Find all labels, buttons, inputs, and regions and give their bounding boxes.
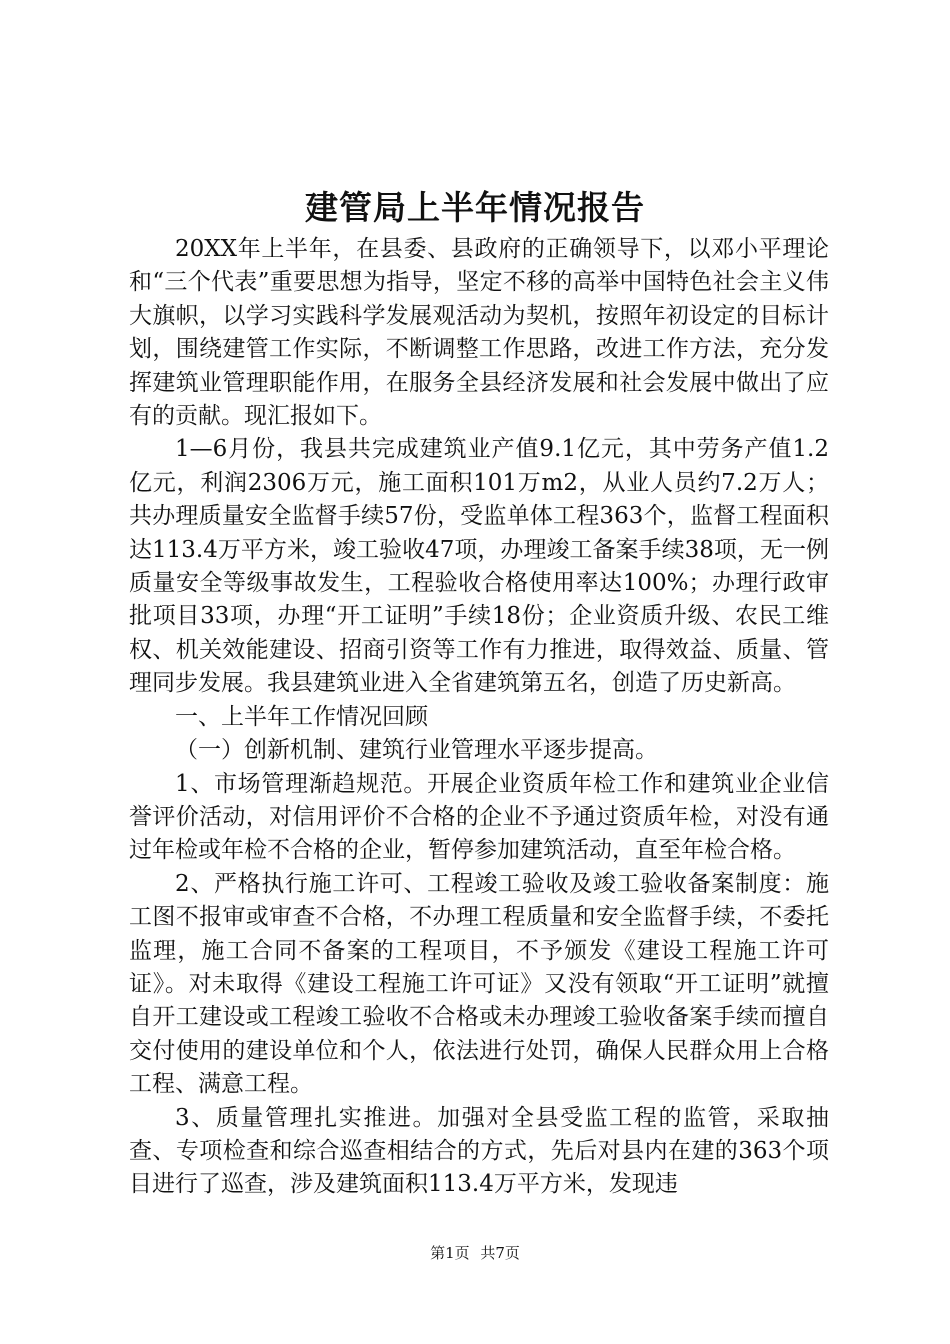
paragraph-intro: 20XX年上半年，在县委、县政府的正确领导下，以邓小平理论和“三个代表”重要思想为指导，坚定不移的高举中国特色社会主义伟大旗帜，以学习实践科学发展观活动为契机，按照年初设定的目标计划，围绕建管工作实际，不断调整工作思路，改进工作方法，充分发挥建筑业管理职能作用，在服务全县经济发展和社会发展中做出了应有的贡献。现汇报如下。	[129, 236, 829, 430]
paragraph-quality-management: 3、质量管理扎实推进。加强对全县受监工程的监管，采取抽查、专项检查和综合巡查相结合的方式，先后对县内在建的363个项目进行了巡查，涉及建筑面积113.4万平方米，发现违	[129, 1104, 829, 1198]
paragraph-market-management: 1、市场管理渐趋规范。开展企业资质年检工作和建筑业企业信誉评价活动，对信用评价不合格的企业不予通过资质年检，对没有通过年检或年检不合格的企业，暂停参加建筑活动，直至年检合格。	[129, 770, 829, 864]
paragraph-permit-system: 2、严格执行施工许可、工程竣工验收及竣工验收备案制度：施工图不报审或审查不合格，不办理工程质量和安全监督手续，不委托监理，施工合同不备案的工程项目，不予颁发《建设工程施工许可证》。对未取得《建设工程施工许可证》又没有领取“开工证明”就擅自开工建设或工程竣工验收不合格或未办理竣工验收备案手续而擅自交付使用的建设单位和个人，依法进行处罚，确保人民群众用上合格工程、满意工程。	[129, 870, 829, 1098]
paragraph-statistics: 1—6月份，我县共完成建筑业产值9.1亿元，其中劳务产值1.2亿元，利润2306万元，施工面积101万m2，从业人员约7.2万人；共办理质量安全监督手续57份，受监单体工程363个，监督工程面积达113.4万平方米，竣工验收47项，办理竣工备案手续38项，无一例质量安全等级事故发生，工程验收合格使用率达100%；办理行政审批项目33项，办理“开工证明”手续18份；企业资质升级、农民工维权、机关效能建设、招商引资等工作有力推进，取得效益、质量、管理同步发展。我县建筑业进入全省建筑第五名，创造了历史新高。	[129, 436, 829, 697]
subsection-heading-innovation: （一）创新机制、建筑行业管理水平逐步提高。	[175, 737, 658, 764]
page-footer	[0, 1243, 950, 1263]
page-number: 第1页	[430, 1244, 470, 1262]
document-body	[129, 233, 829, 1202]
document-title: 建管局上半年情况报告	[305, 188, 645, 227]
section-heading-review: 一、上半年工作情况回顾	[175, 703, 428, 730]
page-total: 共7页	[480, 1244, 520, 1262]
